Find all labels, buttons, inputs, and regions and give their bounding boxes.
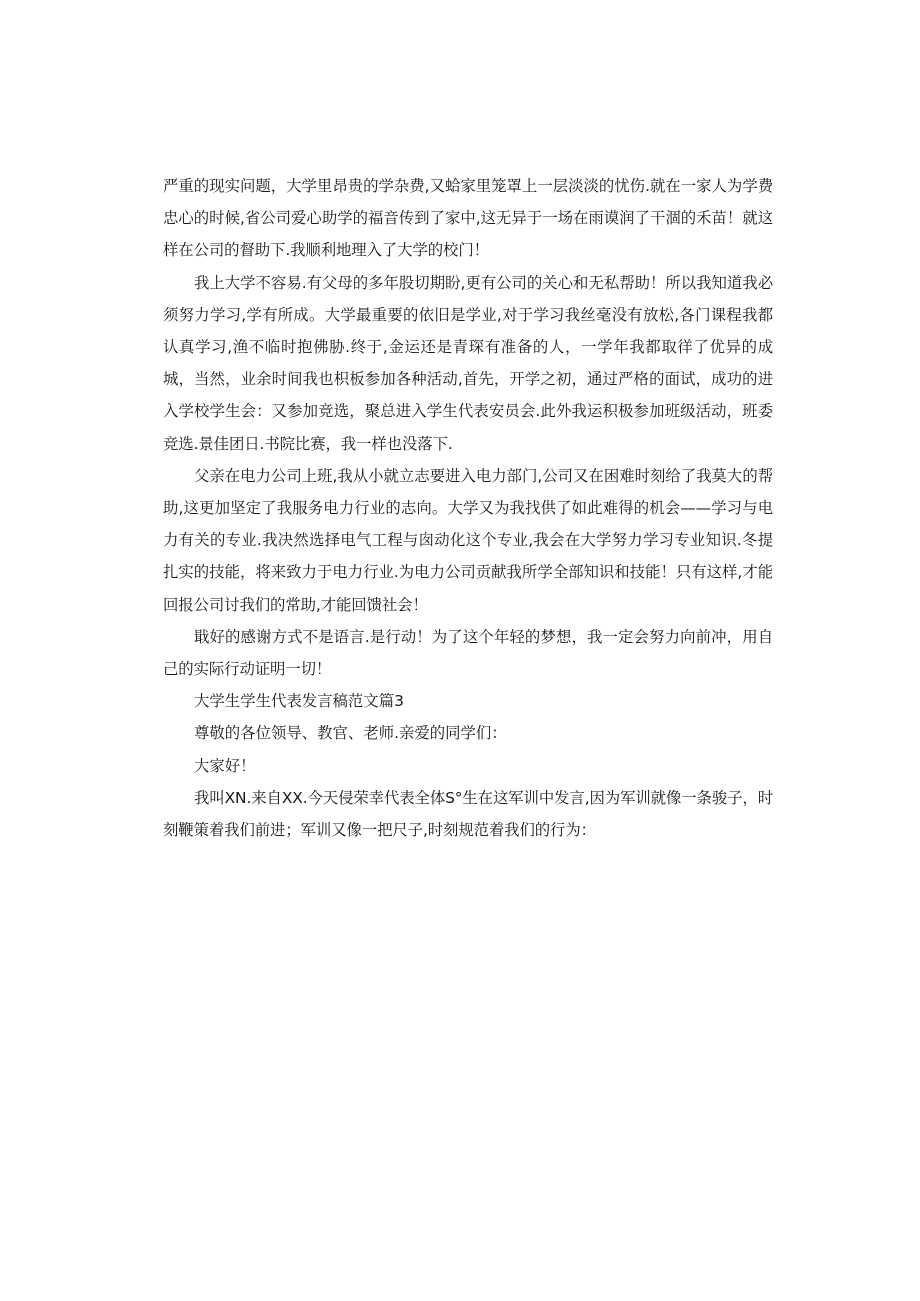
paragraph-1: 严重的现实问题，大学里昂贵的学杂费,又蛤家里笼罩上一层淡淡的忧伤.就在一家人为学费忠心的时候,省公司爱心助学的福音传到了家中,这无异于一场在雨谟润了干涸的禾苗！就这样在公司的督助下.我顺利地理入了大学的校门！ (163, 177, 773, 260)
salutation: 尊敬的各位领导、教官、老师.亲爱的同学们： (194, 724, 507, 743)
paragraph-3: 父亲在电力公司上班,我从小就立志要进入电力部门,公司又在困难时刻给了我莫大的帮助,这更加坚定了我服务电力行业的志向。大学又为我找供了如此难得的机会——学习与电力有关的专业.我决然选择电气工程与囱动化这个专业,我会在大学努力学习专业知识.冬提扎实的技能，将来致力于电力行业.为电力公司贡献我所学全部知识和技能！只有这样,才能回报公司讨我们的常助,才能回馈社会！ (163, 466, 773, 614)
paragraph-4: 戢好的感谢方式不是语言.是行动！为了这个年轻的梦想，我一定会努力向前冲，用自己的实际行动证明一切！ (163, 627, 773, 679)
document-body (163, 170, 773, 846)
greeting: 大家好！ (194, 756, 256, 775)
section-title: 大学生学生代表发言稿范文篇3 (194, 692, 404, 711)
paragraph-5: 我叫XN.来自XX.今天侵荣幸代表全体S°生在这军训中发言,因为军训就像一条骏子，时刻鞭策着我们前进；军训又像一把尺子,时刻规范着我们的行为： (163, 788, 773, 840)
paragraph-2: 我上大学不容易.有父母的多年股切期盼,更有公司的关心和无私帮助！所以我知道我必须努力学习,学有所成。大学最重要的依旧是学业,对于学习我丝毫没有放松,各门课程我都认真学习,渔不临时抱佛胁.终于,金运还是青琛有准备的人，一学年我都取徉了优异的成城，当然，业余时间我也枳板参加各种活动,首先，开学之初，通过严格的面试，成功的进入学校学生会：又参加竞选，聚总进入学生代表安员会.此外我运积极参加班级活动，班委竞选.景佳团日.书院比赛，我一样也没落下. (163, 273, 773, 453)
